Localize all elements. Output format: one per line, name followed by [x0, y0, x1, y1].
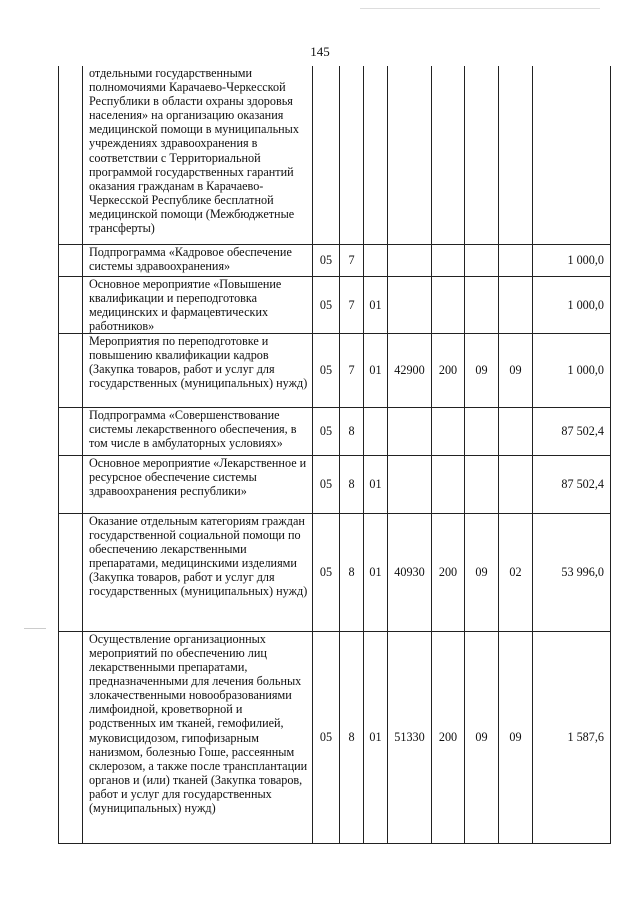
code-cell-c5	[432, 455, 465, 513]
code-cell-c4	[388, 244, 432, 276]
code-cell-c4	[388, 455, 432, 513]
code-cell-c7: 09	[499, 333, 533, 407]
row-name-cell: Мероприятия по переподготовке и повышению квалификации кадров (Закупка товаров, работ и услуг для государственных (муниципальных) нужд)	[83, 333, 313, 407]
budget-table	[58, 66, 611, 844]
code-cell-c3: 01	[364, 333, 388, 407]
code-cell-c7	[499, 66, 533, 244]
code-cell-c1: 05	[313, 407, 340, 455]
code-cell-c4	[388, 276, 432, 333]
table-row	[59, 333, 611, 407]
table-body	[59, 66, 611, 843]
amount-cell: 1 587,6	[533, 631, 611, 843]
code-cell-c1: 05	[313, 333, 340, 407]
code-cell-c4: 40930	[388, 513, 432, 631]
amount-cell: 87 502,4	[533, 407, 611, 455]
code-cell-c1: 05	[313, 455, 340, 513]
code-cell-c2: 8	[340, 455, 364, 513]
table-row	[59, 631, 611, 843]
code-cell-c7: 09	[499, 631, 533, 843]
code-cell-c2: 7	[340, 244, 364, 276]
code-cell-c5: 200	[432, 513, 465, 631]
page-number: 145	[310, 44, 330, 59]
code-cell-c5	[432, 276, 465, 333]
code-cell-c1: 05	[313, 276, 340, 333]
table-row	[59, 276, 611, 333]
table-row	[59, 66, 611, 244]
code-cell-c2: 8	[340, 631, 364, 843]
amount-cell	[533, 66, 611, 244]
code-cell-c5	[432, 407, 465, 455]
code-cell-c7	[499, 407, 533, 455]
row-name-cell: отдельными государственными полномочиями Карачаево-Черкесской Республики в области охраны здоровья населения» на организацию оказания медицинской помощи в муниципальных учреждениях здравоохранения в соответствии с Территориальной программой государственных гарантий оказания гражданам в Карачаево-Черкесской Республике бесплатной медицинской помощи (Межбюджетные трансферты)	[83, 66, 313, 244]
code-cell-c4	[388, 407, 432, 455]
code-cell-c5: 200	[432, 631, 465, 843]
code-cell-c4: 51330	[388, 631, 432, 843]
code-cell-c4	[388, 66, 432, 244]
code-cell-c2: 7	[340, 276, 364, 333]
index-cell	[59, 244, 83, 276]
code-cell-c6	[465, 407, 499, 455]
code-cell-c6: 09	[465, 333, 499, 407]
row-name-cell: Подпрограмма «Совершенствование системы лекарственного обеспечения, в том числе в амбулаторных условиях»	[83, 407, 313, 455]
code-cell-c5: 200	[432, 333, 465, 407]
row-name-cell: Осуществление организационных мероприятий по обеспечению лиц лекарственными препаратами, предназначенными для лечения больных злокачественными новообразованиями лимфоидной, кроветворной и родственных им тканей, гемофилией, муковисцидозом, гипофизарным нанизмом, болезнью Гоше, рассеянным склерозом, а также после трансплантации органов и (или) тканей (Закупка товаров, работ и услуг для государственных (муниципальных) нужд)	[83, 631, 313, 843]
index-cell	[59, 455, 83, 513]
code-cell-c3: 01	[364, 276, 388, 333]
table-row	[59, 244, 611, 276]
index-cell	[59, 66, 83, 244]
table-row	[59, 455, 611, 513]
code-cell-c4: 42900	[388, 333, 432, 407]
code-cell-c6: 09	[465, 631, 499, 843]
code-cell-c5	[432, 66, 465, 244]
code-cell-c7	[499, 276, 533, 333]
code-cell-c6	[465, 455, 499, 513]
amount-cell: 87 502,4	[533, 455, 611, 513]
row-name-cell: Подпрограмма «Кадровое обеспечение системы здравоохранения»	[83, 244, 313, 276]
code-cell-c6	[465, 244, 499, 276]
code-cell-c5	[432, 244, 465, 276]
code-cell-c1	[313, 66, 340, 244]
scan-artifact-line	[360, 8, 600, 9]
code-cell-c3: 01	[364, 455, 388, 513]
code-cell-c3: 01	[364, 631, 388, 843]
code-cell-c7	[499, 455, 533, 513]
row-name-cell: Основное мероприятие «Лекарственное и ресурсное обеспечение системы здравоохранения республики»	[83, 455, 313, 513]
code-cell-c1: 05	[313, 631, 340, 843]
code-cell-c2: 8	[340, 513, 364, 631]
index-cell	[59, 631, 83, 843]
code-cell-c7	[499, 244, 533, 276]
code-cell-c2: 8	[340, 407, 364, 455]
index-cell	[59, 407, 83, 455]
code-cell-c2: 7	[340, 333, 364, 407]
code-cell-c1: 05	[313, 513, 340, 631]
amount-cell: 53 996,0	[533, 513, 611, 631]
code-cell-c6: 09	[465, 513, 499, 631]
code-cell-c1: 05	[313, 244, 340, 276]
code-cell-c3	[364, 407, 388, 455]
table-row	[59, 407, 611, 455]
amount-cell: 1 000,0	[533, 244, 611, 276]
code-cell-c7: 02	[499, 513, 533, 631]
amount-cell: 1 000,0	[533, 333, 611, 407]
scan-artifact-line	[24, 628, 46, 629]
table-row	[59, 513, 611, 631]
index-cell	[59, 513, 83, 631]
code-cell-c3	[364, 244, 388, 276]
code-cell-c6	[465, 276, 499, 333]
amount-cell: 1 000,0	[533, 276, 611, 333]
index-cell	[59, 333, 83, 407]
code-cell-c2	[340, 66, 364, 244]
index-cell	[59, 276, 83, 333]
code-cell-c3: 01	[364, 513, 388, 631]
row-name-cell: Оказание отдельным категориям граждан государственной социальной помощи по обеспечению лекарственными препаратами, медицинскими изделиями (Закупка товаров, работ и услуг для государственных (муниципальных) нужд)	[83, 513, 313, 631]
code-cell-c3	[364, 66, 388, 244]
code-cell-c6	[465, 66, 499, 244]
row-name-cell: Основное мероприятие «Повышение квалификации и переподготовка медицинских и фармацевтических работников»	[83, 276, 313, 333]
